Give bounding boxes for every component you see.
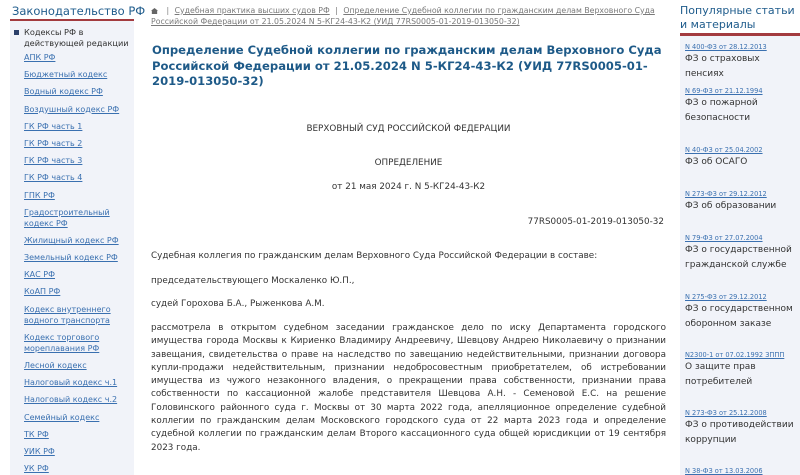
court-name: ВЕРХОВНЫЙ СУД РОССИЙСКОЙ ФЕДЕРАЦИИ [306,124,511,134]
popular-item [685,467,800,475]
popular-item [685,351,800,390]
breadcrumb-current-document[interactable]: Определение Судебной коллегии по гражданским делам Верховного Суда Российской Федерации от 21.05.2024 N 5-КГ24-43-К2 (УИД 77RS0005-01-2019-013050-32) [151,6,655,26]
code-link-gpk[interactable]: ГПК РФ [24,190,55,200]
left-sidebar [0,0,146,475]
main-content [151,0,666,475]
code-link-uk[interactable]: УК РФ [24,464,49,474]
code-link-budget[interactable]: Бюджетный кодекс [24,70,108,80]
popular-item-ref[interactable]: N 38-ФЗ от 13.03.2006 [685,467,763,475]
square-bullet-icon [14,30,19,35]
popular-title: Популярные статьи и материалы [680,4,795,31]
popular-item-name: ФЗ об ОСАГО [685,157,748,167]
home-icon[interactable] [151,8,158,14]
popular-item-ref[interactable]: N 273-ФЗ от 25.12.2008 [685,409,767,417]
popular-item [685,409,800,448]
right-sidebar [680,0,800,475]
popular-item-name: ФЗ об образовании [685,201,777,211]
popular-item [685,87,800,126]
popular-item-name: ФЗ о страховых пенсиях [685,54,760,79]
code-link-tax1[interactable]: Налоговый кодекс ч.1 [24,378,118,388]
code-link-land[interactable]: Земельный кодекс РФ [24,253,118,263]
paragraph-composition: Судебная коллегия по гражданским делам Верховного Суда Российской Федерации в составе: [151,251,598,261]
breadcrumb-separator: | [166,6,170,15]
document-type: ОПРЕДЕЛЕНИЕ [374,158,443,168]
paragraph-presiding: председательствующего Москаленко Ю.П., [151,276,355,286]
code-link-tax2[interactable]: Налоговый кодекс ч.2 [24,395,118,405]
breadcrumb-court-practice[interactable]: Судебная практика высших судов РФ [174,6,330,15]
popular-item-name: ФЗ о пожарной безопасности [685,98,758,123]
popular-item-name: ФЗ о государственном оборонном заказе [685,304,793,329]
paragraph-judges: судей Горохова Б.А., Рыженкова А.М. [151,299,325,309]
popular-item [685,293,800,332]
code-link-tk[interactable]: ТК РФ [24,429,49,439]
popular-item-ref[interactable]: N 79-ФЗ от 27.07.2004 [685,234,763,242]
code-link-apk[interactable]: АПК РФ [24,53,56,62]
popular-item [685,190,800,214]
code-link-gk3[interactable]: ГК РФ часть 3 [24,156,83,166]
code-link-housing[interactable]: Жилищный кодекс РФ [24,235,119,245]
popular-item-ref[interactable]: N 400-ФЗ от 28.12.2013 [685,43,767,51]
page-title: Определение Судебной коллегии по гражданским делам Верховного Суда Российской Федерации от 21.05.2024 N 5-КГ24-43-К2 (УИД 77RS0005-01-2019-013050-32) [152,43,662,88]
code-link-forest[interactable]: Лесной кодекс [24,361,87,370]
popular-item-ref[interactable]: N 275-ФЗ от 29.12.2012 [685,293,767,301]
popular-item-name: О защите прав потребителей [685,362,756,387]
code-link-urban[interactable]: Градостроительный кодекс РФ [24,207,110,228]
left-sidebar-title: Законодательство РФ [12,4,146,18]
code-link-koap[interactable]: КоАП РФ [24,287,61,297]
popular-item [685,146,800,170]
breadcrumb [151,0,666,27]
breadcrumb-separator: | [335,6,338,15]
code-link-merchant-shipping[interactable]: Кодекс торгового мореплавания РФ [24,332,100,353]
popular-item [685,234,800,273]
code-link-kas[interactable]: КАС РФ [24,270,55,280]
code-link-gk2[interactable]: ГК РФ часть 2 [24,138,83,148]
code-link-air[interactable]: Воздушный кодекс РФ [24,104,120,114]
document-date-number: от 21 мая 2024 г. N 5-КГ24-43-К2 [331,182,486,192]
code-link-gk1[interactable]: ГК РФ часть 1 [24,121,83,131]
popular-item-name: ФЗ о противодействии коррупции [685,420,794,445]
code-link-uik[interactable]: УИК РФ [24,446,55,456]
document-uid: 77RS0005-01-2019-013050-32 [527,217,664,227]
popular-item-ref[interactable]: N 40-ФЗ от 25.04.2002 [685,146,763,154]
popular-item-ref[interactable]: N 69-ФЗ от 21.12.1994 [685,87,763,95]
popular-item [685,43,800,82]
code-link-water[interactable]: Водный кодекс РФ [24,87,103,97]
code-link-inland-water[interactable]: Кодекс внутреннего водного транспорта [24,304,111,325]
code-link-family[interactable]: Семейный кодекс [24,412,100,422]
codes-group-label: Кодексы РФ в действующей редакции [24,27,129,48]
codes-link-list [24,52,132,475]
paragraph-case-description: рассмотрела в открытом судебном заседании гражданское дело по иску Департамента городского имущества города Москвы к Кириенко Владимиру Андреевичу, Шевцову Андрею Николаевичу о признании завещания, свидетельства о праве на наследство по завещанию недействительными, признании договора купли-продажи недействительным, признании недобросовестным приобретателем, об истребовании имущества из чужого незаконного владения, о прекращении права собственности, признании права собственности по кассационной жалобе представителя Шевцова А.Н. - Семеновой Е.С. на решение Головинского районного суда г. Москвы от 30 марта 2022 года, апелляционное определение судебной коллегии по гражданским делам Московского городского суда от 22 марта 2023 года и определение судебной коллегии по гражданским делам Второго кассационного суда общей юрисдикции от 19 сентября 2023 года. [151,323,666,453]
popular-item-ref[interactable]: N 273-ФЗ от 29.12.2012 [685,190,767,198]
codes-group-header [14,27,135,49]
code-link-gk4[interactable]: ГК РФ часть 4 [24,173,83,183]
popular-item-ref[interactable]: N2300-1 от 07.02.1992 ЗППП [685,351,785,359]
popular-item-name: ФЗ о государственной гражданской службе [685,245,792,270]
